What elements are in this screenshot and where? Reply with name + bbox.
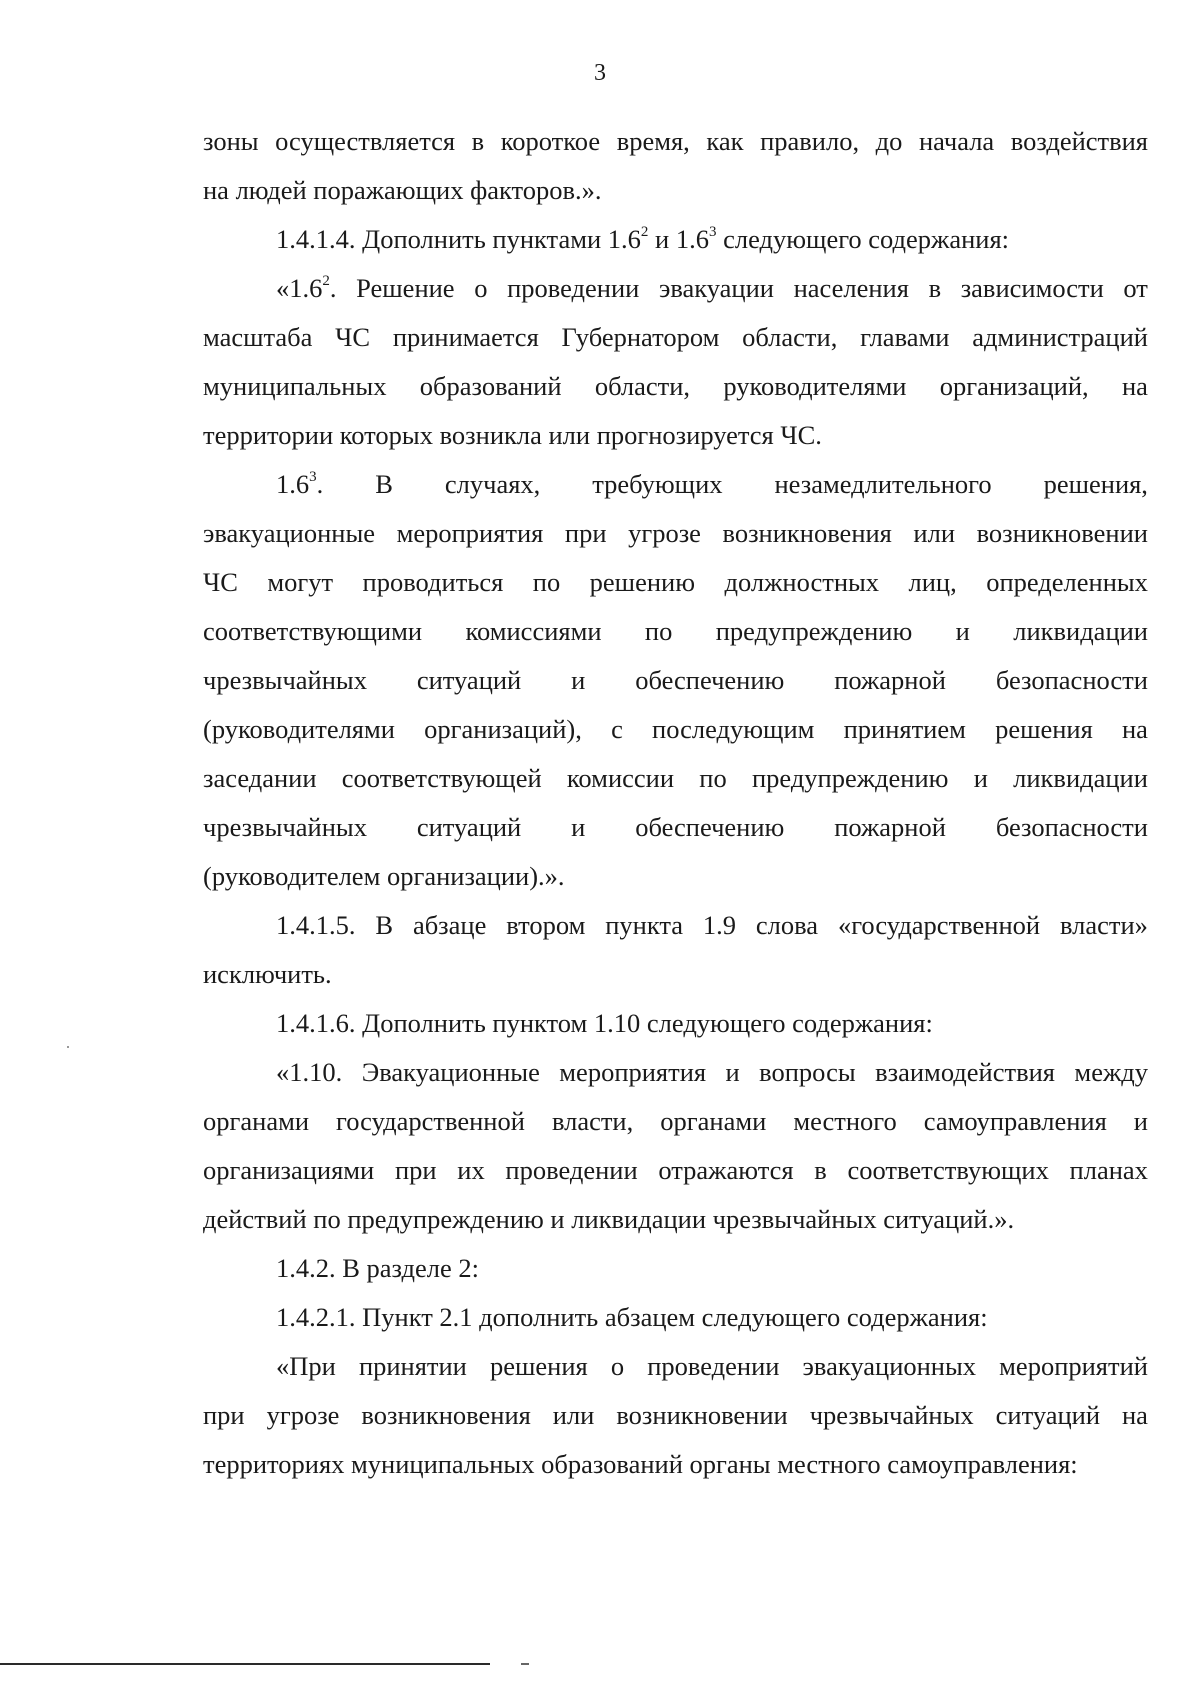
word: масштаба <box>203 322 313 352</box>
word: администраций <box>972 322 1148 352</box>
text-fragment: 1.4.1.4. Дополнить пунктами 1.6 <box>276 224 641 254</box>
word: при <box>394 1155 437 1185</box>
word: Эвакуационные <box>361 1057 540 1087</box>
text-line <box>203 1391 1148 1440</box>
word: ситуаций <box>416 665 522 695</box>
text-line <box>203 901 1148 950</box>
word: планах <box>1069 1155 1148 1185</box>
word: с <box>611 714 623 744</box>
word: комиссии <box>566 763 675 793</box>
text-line: (руководителем организации).». <box>203 861 565 891</box>
text-line <box>203 1146 1148 1195</box>
text-line <box>203 705 1148 754</box>
word: пожарной <box>834 665 946 695</box>
word: мероприятия <box>559 1057 707 1087</box>
text-fragment: следующего содержания: <box>716 224 1010 254</box>
text-line <box>203 313 1148 362</box>
word: решения <box>489 1351 588 1381</box>
word: «1.10. <box>276 1057 343 1087</box>
text-line <box>203 1097 1148 1146</box>
text-fragment: «1.6 <box>276 273 323 303</box>
word: и <box>725 1057 740 1087</box>
text-line <box>203 754 1148 803</box>
word: зоны <box>203 126 259 156</box>
word: определенных <box>986 567 1148 597</box>
word: области, <box>594 371 691 401</box>
word: и <box>973 763 988 793</box>
word: лиц, <box>908 567 957 597</box>
text-line: действий по предупреждению и ликвидации чрезвычайных ситуаций.». <box>203 1204 1015 1234</box>
word: эвакуационные <box>203 518 376 548</box>
scan-artifact <box>67 1046 69 1048</box>
text-line: территориях муниципальных образований органы местного самоуправления: <box>203 1449 1078 1479</box>
word: возникновения <box>361 1400 531 1430</box>
word: ликвидации <box>1013 616 1148 646</box>
word: принятием <box>843 714 966 744</box>
word: предупреждению <box>751 763 949 793</box>
word: организаций, <box>939 371 1089 401</box>
word: местного <box>793 1106 897 1136</box>
word: Губернатором <box>561 322 720 352</box>
word: принимается <box>392 322 539 352</box>
word: 1.9 <box>702 910 737 940</box>
word: безопасности <box>995 812 1148 842</box>
text-line <box>203 656 1148 705</box>
word: о <box>610 1351 625 1381</box>
word: в <box>471 126 485 156</box>
word: угрозе <box>628 518 701 548</box>
word: (руководителями <box>203 714 395 744</box>
word: возникновении <box>976 518 1148 548</box>
word: вопросы <box>759 1057 856 1087</box>
word: о <box>474 273 488 303</box>
word: угрозе <box>266 1400 340 1430</box>
word: в <box>928 273 942 303</box>
page-number: 3 <box>594 60 606 86</box>
word: соответствующими <box>203 616 423 646</box>
footer-mark <box>521 1663 529 1665</box>
word: организаций), <box>424 714 582 744</box>
paragraph-heading: 1.4.2.1. Пункт 2.1 дополнить абзацем следующего содержания: <box>276 1302 988 1332</box>
word: мероприятия <box>396 518 544 548</box>
word: образований <box>419 371 562 401</box>
document-body <box>203 117 1148 1489</box>
text-line <box>203 460 1148 509</box>
word: безопасности <box>995 665 1148 695</box>
word: их <box>457 1155 485 1185</box>
superscript: 3 <box>708 224 717 241</box>
word: комиссиями <box>465 616 602 646</box>
word: ЧС <box>335 322 371 352</box>
word: возникновении <box>616 1400 788 1430</box>
word: проведении <box>647 1351 780 1381</box>
word: правило, <box>760 126 860 156</box>
text-line <box>203 362 1148 411</box>
word: последующим <box>652 714 815 744</box>
word: воздействия <box>1010 126 1148 156</box>
word: абзаце <box>412 910 487 940</box>
word: по <box>699 763 727 793</box>
text-line <box>203 803 1148 852</box>
word: области, <box>742 322 838 352</box>
section-heading: 1.4.2. В разделе 2: <box>276 1253 480 1283</box>
word: незамедлительного <box>774 469 992 499</box>
word: слова <box>755 910 819 940</box>
word: «государственной <box>837 910 1041 940</box>
word: втором <box>506 910 586 940</box>
word: государственной <box>336 1106 525 1136</box>
word: организациями <box>203 1155 375 1185</box>
word: проведении <box>505 1155 638 1185</box>
superscript: 2 <box>640 224 649 241</box>
word: мероприятий <box>999 1351 1148 1381</box>
word: В <box>375 910 394 940</box>
word: соответствующих <box>847 1155 1049 1185</box>
word: на <box>1121 371 1148 401</box>
word: решения <box>995 714 1093 744</box>
word: начала <box>918 126 995 156</box>
text-line <box>203 1048 1148 1097</box>
text-fragment: 1.6 <box>276 469 310 499</box>
superscript: 3 <box>309 469 317 486</box>
word: по <box>532 567 561 597</box>
word: как <box>706 126 744 156</box>
word: решения, <box>1043 469 1148 499</box>
word: власти» <box>1059 910 1148 940</box>
word: заседании <box>203 763 317 793</box>
text-line: на людей поражающих факторов.». <box>203 175 602 205</box>
word: В <box>375 469 393 499</box>
word: и <box>571 665 586 695</box>
word: ситуаций <box>416 812 522 842</box>
word: ликвидации <box>1013 763 1148 793</box>
word: в <box>814 1155 827 1185</box>
word: ситуаций <box>995 1400 1101 1430</box>
word: ЧС <box>203 567 238 597</box>
text-line <box>203 607 1148 656</box>
word: решению <box>589 567 696 597</box>
text-line: исключить. <box>203 959 332 989</box>
word: $1.6^3$. <box>276 469 324 499</box>
word: или <box>913 518 956 548</box>
word: населения <box>793 273 909 303</box>
text-line: территории которых возникла или прогнозируется ЧС. <box>203 420 822 450</box>
text-line <box>203 558 1148 607</box>
word: случаях, <box>444 469 541 499</box>
word: при <box>203 1400 245 1430</box>
word: проводиться <box>362 567 504 597</box>
word: должностных <box>724 567 880 597</box>
word: и <box>571 812 586 842</box>
word: время, <box>616 126 690 156</box>
word: могут <box>267 567 334 597</box>
word: и <box>1133 1106 1148 1136</box>
word: требующих <box>592 469 723 499</box>
word: обеспечению <box>635 812 785 842</box>
word: от <box>1123 273 1148 303</box>
word: 1.4.1.5. <box>276 910 356 940</box>
word: «$1.6^2$. <box>276 273 337 303</box>
word: пожарной <box>834 812 946 842</box>
word: самоуправления <box>923 1106 1107 1136</box>
word: короткое <box>500 126 601 156</box>
word: соответствующей <box>341 763 542 793</box>
word: возникновения <box>722 518 892 548</box>
word: чрезвычайных <box>203 665 367 695</box>
word: осуществляется <box>275 126 456 156</box>
paragraph-heading <box>203 215 1148 264</box>
word: «При <box>276 1351 336 1381</box>
word: проведении <box>507 273 640 303</box>
word: до <box>875 126 903 156</box>
word: зависимости <box>960 273 1104 303</box>
word: эвакуации <box>658 273 774 303</box>
word: предупреждению <box>715 616 913 646</box>
text-line <box>203 117 1148 166</box>
word: отражаются <box>658 1155 794 1185</box>
text-line <box>203 1342 1148 1391</box>
word: на <box>1122 1400 1148 1430</box>
text-line <box>203 509 1148 558</box>
word: органами <box>660 1106 767 1136</box>
word: чрезвычайных <box>809 1400 974 1430</box>
word: Решение <box>356 273 455 303</box>
word: муниципальных <box>203 371 387 401</box>
word: чрезвычайных <box>203 812 367 842</box>
word: эвакуационных <box>802 1351 977 1381</box>
word: руководителями <box>723 371 907 401</box>
word: и <box>955 616 970 646</box>
word: главами <box>860 322 950 352</box>
word: органами <box>203 1106 310 1136</box>
word: по <box>644 616 673 646</box>
word: власти, <box>551 1106 634 1136</box>
superscript: 2 <box>322 273 330 290</box>
word: пункта <box>605 910 684 940</box>
paragraph-heading: 1.4.1.6. Дополнить пунктом 1.10 следующего содержания: <box>276 1008 933 1038</box>
text-fragment: и 1.6 <box>648 224 709 254</box>
word: или <box>552 1400 595 1430</box>
word: взаимодействия <box>875 1057 1055 1087</box>
text-line <box>203 264 1148 313</box>
word: на <box>1121 714 1148 744</box>
word: принятии <box>358 1351 467 1381</box>
word: при <box>564 518 607 548</box>
word: между <box>1074 1057 1148 1087</box>
word: обеспечению <box>635 665 785 695</box>
footer-rule <box>0 1663 490 1665</box>
